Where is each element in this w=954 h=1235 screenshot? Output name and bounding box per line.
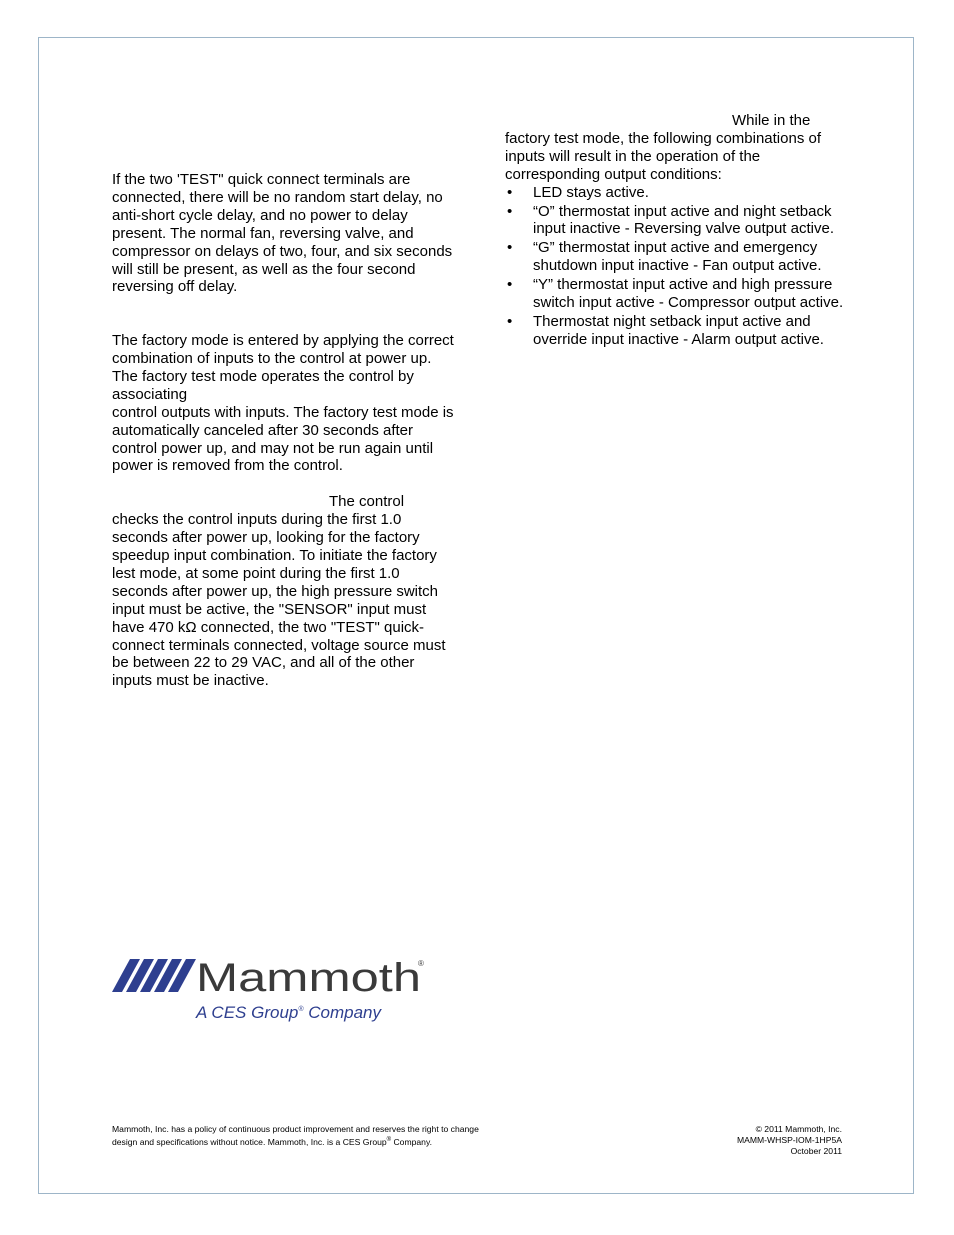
bullet-icon: • — [507, 202, 513, 220]
bullet-icon: • — [507, 239, 513, 257]
list-item: • “Y” thermostat input active and high pressure switch input active - Compressor output active. — [507, 276, 844, 312]
logo-wordmark: Mammoth — [196, 956, 421, 1000]
intro-first-line: While in the — [732, 112, 811, 129]
factory-mode-paragraph-1: The factory mode is entered by applying the correct combination of inputs to the control at power up. The factory test mode operates the control by associating — [112, 332, 454, 403]
left-column — [112, 171, 457, 690]
speedup-paragraph — [112, 493, 457, 690]
logo-registered-mark: ® — [418, 959, 424, 968]
right-column — [505, 112, 845, 350]
mammoth-logo — [112, 956, 432, 1026]
factory-test-intro — [505, 112, 845, 184]
factory-mode-paragraph-2: control outputs with inputs. The factory test mode is automatically canceled after 30 seconds after control power up, and may not be run again until power is removed from the control. — [112, 403, 454, 475]
test-terminals-paragraph: If the two 'TEST" quick connect terminals are connected, there will be no random start delay, no anti-short cycle delay, and no power to delay present. The normal fan, reversing valve, and compressor on delays of two, four, and six seconds will still be present, as well as the four second reversing off delay. — [112, 171, 453, 296]
intro-rest: factory test mode, the following combinations of inputs will result in the operation of the corresponding output conditions: — [505, 129, 821, 183]
document-code: MAMM-WHSP-IOM-1HP5A — [736, 1135, 842, 1145]
list-item: • “O” thermostat input active and night setback input inactive - Reversing valve output active. — [507, 202, 834, 238]
speedup-first-line: The control — [329, 493, 405, 511]
document-date: October 2011 — [790, 1146, 842, 1156]
list-item: • “G” thermostat input active and emergency shutdown input inactive - Fan output active. — [507, 239, 822, 275]
bullet-icon: • — [507, 312, 513, 330]
list-item: • Thermostat night setback input active and override input inactive - Alarm output active. — [507, 312, 824, 348]
bullet-icon: • — [507, 183, 513, 201]
speedup-rest: checks the control inputs during the first 1.0 seconds after power up, looking for the factory speedup input combination. To initiate the factory lest mode, at some point during the first 1.0 seconds after power up, the high pressure switch input must be active, the "SENSOR" input must have 470 kΩ connected, the two "TEST" quick-connect terminals connected, voltage source must be between 22 to 29 VAC, and all of the other inputs must be inactive. — [112, 511, 446, 690]
copyright: © 2011 Mammoth, Inc. — [755, 1124, 842, 1134]
output-conditions-list — [505, 184, 845, 349]
list-item: • LED stays active. — [507, 183, 649, 201]
footer-info — [642, 1124, 842, 1157]
logo-stripes-icon — [112, 959, 196, 992]
footer-disclaimer: Mammoth, Inc. has a policy of continuous product improvement and reserves the right to change design and specifications without notice. Mammoth, Inc. is a CES Group® Company. — [112, 1124, 479, 1147]
bullet-icon: • — [507, 276, 513, 294]
logo-tagline: A CES Group® Company — [196, 1003, 382, 1022]
